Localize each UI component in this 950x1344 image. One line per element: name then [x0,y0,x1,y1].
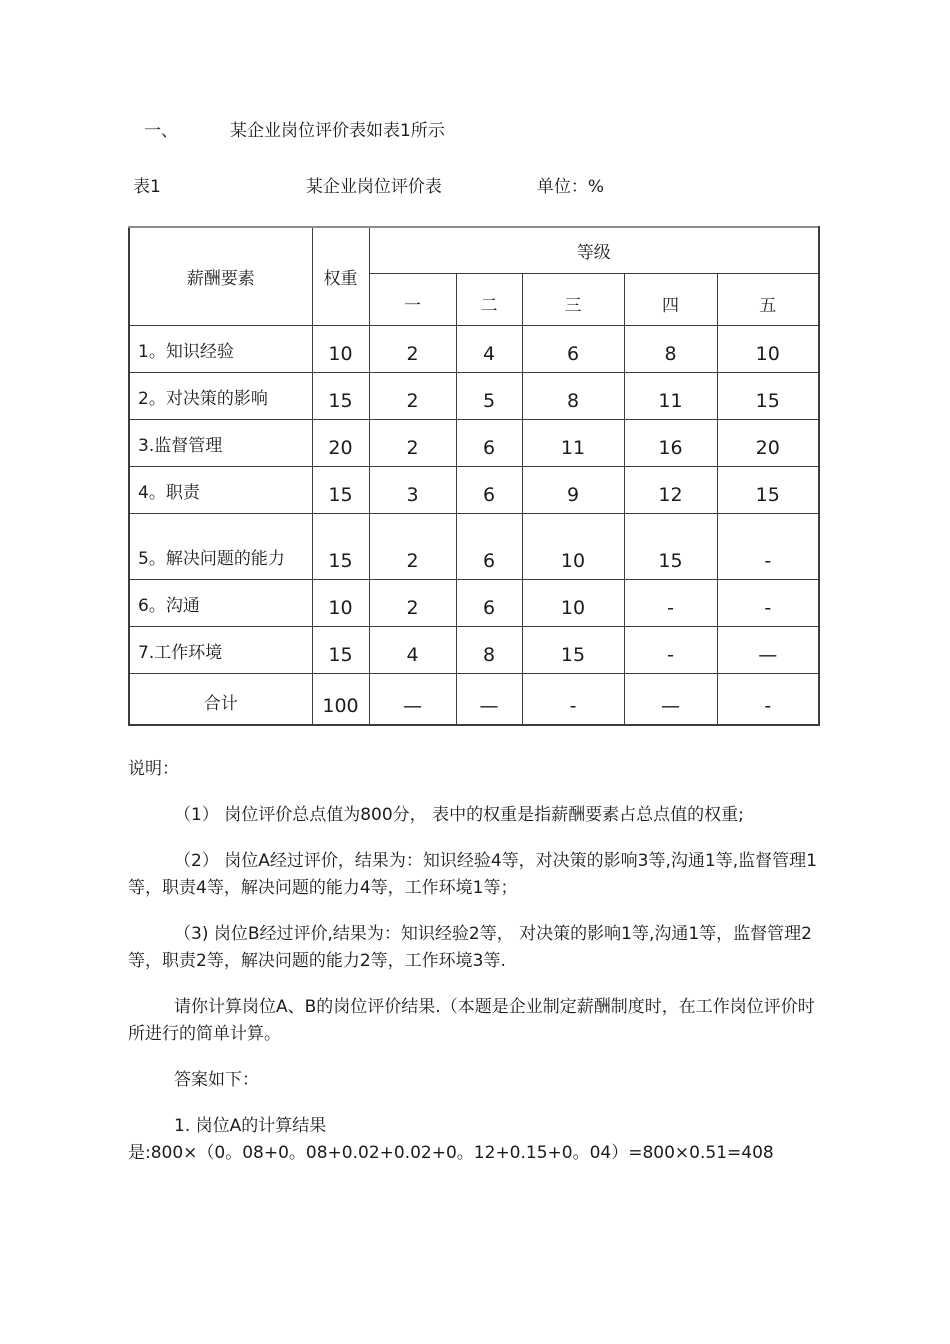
note-item-3: （3) 岗位B经过评价,结果为：知识经验2等， 对决策的影响1等,沟通1等，监督管理2等，职责2等，解决问题的能力2等，工作环境3等. [128,924,812,971]
grade-level-header-1: 一 [369,273,456,325]
header-row-1 [129,227,819,273]
grade-cell: 15 [717,466,819,513]
weight-cell: 20 [312,419,369,466]
document-content [128,118,825,1167]
grade-cell: - [624,626,717,673]
grade-level-header-4: 四 [624,273,717,325]
grade-cell: - [717,513,819,579]
section-number: 一、 [144,121,178,141]
note-item-2: （2） 岗位A经过评价，结果为：知识经验4等，对决策的影响3等,沟通1等,监督管理1等，职责4等，解决问题的能力4等，工作环境1等； [128,851,817,898]
factor-cell: 合计 [129,673,312,725]
factor-cell: 4。职责 [129,466,312,513]
grade-cell: 4 [369,626,456,673]
grade-cell: 8 [522,372,624,419]
table-caption-unit: 单位：% [536,177,604,197]
grade-cell: 11 [522,419,624,466]
table-header [129,227,819,325]
factor-cell: 2。对决策的影响 [129,372,312,419]
note-item-1: （1） 岗位评价总点值为800分， 表中的权重是指薪酬要素占总点值的权重; [174,805,744,825]
grade-cell: 8 [456,626,522,673]
grade-cell: 2 [369,325,456,372]
grade-cell: 6 [456,419,522,466]
table-caption-title: 某企业岗位评价表 [305,177,442,197]
answer-label: 答案如下： [174,1070,259,1090]
grade-cell: 3 [369,466,456,513]
grade-cell: - [717,579,819,626]
task-paragraph: 请你计算岗位A、B的岗位评价结果.（本题是企业制定薪酬制度时，在工作岗位评价时所进行的简单计算。 [128,997,815,1044]
section-heading [128,118,825,145]
table-body [129,325,819,725]
grade-cell: 5 [456,372,522,419]
grade-cell: - [717,673,819,725]
grade-cell: 6 [522,325,624,372]
grade-cell: 10 [522,513,624,579]
grade-cell: 2 [369,372,456,419]
weight-cell: 15 [312,466,369,513]
answer-block [128,1113,825,1167]
grade-cell: 6 [456,466,522,513]
table-row [129,419,819,466]
weight-cell: 100 [312,673,369,725]
job-evaluation-table [128,226,820,726]
grade-cell: 15 [717,372,819,419]
grade-cell: 4 [456,325,522,372]
weight-cell: 15 [312,626,369,673]
table-row [129,513,819,579]
grade-cell: 15 [624,513,717,579]
weight-cell: 15 [312,372,369,419]
grade-cell: — [717,626,819,673]
weight-column-header: 权重 [312,227,369,325]
grade-cell: 2 [369,579,456,626]
grade-cell: 12 [624,466,717,513]
grade-cell: 8 [624,325,717,372]
factor-column-header: 薪酬要素 [129,227,312,325]
factor-cell: 3.监督管理 [129,419,312,466]
table-caption-label: 表1 [133,177,161,197]
grade-cell: 10 [717,325,819,372]
grade-level-header-3: 三 [522,273,624,325]
notes-section [128,756,825,975]
grade-level-header-2: 二 [456,273,522,325]
grade-cell: — [456,673,522,725]
factor-cell: 5。解决问题的能力 [129,513,312,579]
notes-label: 说明： [128,759,179,779]
grade-group-header: 等级 [369,227,819,273]
answer-item: 1. 岗位A的计算结果 [174,1116,327,1136]
factor-cell: 6。沟通 [129,579,312,626]
grade-cell: — [369,673,456,725]
table-row [129,466,819,513]
grade-cell: 11 [624,372,717,419]
weight-cell: 10 [312,325,369,372]
table-row [129,372,819,419]
grade-cell: 15 [522,626,624,673]
grade-cell: 20 [717,419,819,466]
grade-cell: — [624,673,717,725]
grade-cell: 2 [369,419,456,466]
table-row [129,673,819,725]
grade-cell: - [624,579,717,626]
table-row [129,626,819,673]
table-caption [128,174,825,201]
table-row [129,325,819,372]
factor-cell: 7.工作环境 [129,626,312,673]
grade-cell: 6 [456,579,522,626]
grade-cell: 6 [456,513,522,579]
section-heading-text: 某企业岗位评价表如表1所示 [230,121,445,141]
table-row [129,579,819,626]
grade-cell: 10 [522,579,624,626]
grade-cell: 16 [624,419,717,466]
weight-cell: 15 [312,513,369,579]
weight-cell: 10 [312,579,369,626]
factor-cell: 1。知识经验 [129,325,312,372]
grade-cell: - [522,673,624,725]
answer-formula: 是:800×（0。08+0。08+0.02+0.02+0。12+0.15+0。04）=800×0.51=408 [128,1143,774,1163]
grade-cell: 2 [369,513,456,579]
grade-cell: 9 [522,466,624,513]
grade-level-header-5: 五 [717,273,819,325]
